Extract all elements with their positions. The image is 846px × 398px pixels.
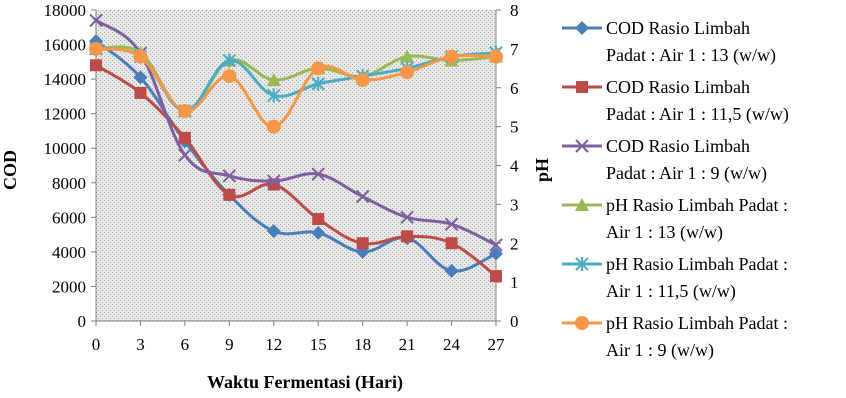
y-axis-title: COD bbox=[0, 150, 20, 190]
x-tick-label: 15 bbox=[309, 335, 327, 354]
y-tick-label: 2000 bbox=[52, 277, 86, 297]
square-marker bbox=[223, 189, 235, 201]
legend-entry bbox=[562, 77, 789, 125]
legend-label: COD Rasio Limbah bbox=[606, 18, 750, 38]
legend-entry bbox=[562, 313, 788, 361]
y-tick-label: 18000 bbox=[43, 1, 86, 20]
legend-label: Air 1 : 9 (w/w) bbox=[606, 340, 714, 360]
diamond-marker bbox=[575, 21, 589, 35]
x-axis-title: Waktu Fermentasi (Hari) bbox=[207, 372, 403, 392]
legend-label: pH Rasio Limbah Padat : bbox=[606, 313, 788, 333]
legend-entry bbox=[562, 254, 788, 302]
legend-label: Padat : Air 1 : 9 (w/w) bbox=[606, 163, 767, 183]
circle-marker bbox=[489, 50, 503, 64]
circle-marker bbox=[445, 50, 459, 64]
y-tick-label: 6000 bbox=[52, 208, 86, 228]
circle-marker bbox=[356, 73, 370, 87]
x-tick-label: 18 bbox=[354, 335, 372, 354]
square-marker bbox=[134, 87, 146, 99]
x-tick-label: 9 bbox=[225, 335, 234, 354]
y-tick-label: 14000 bbox=[43, 70, 86, 90]
circle-marker bbox=[311, 61, 325, 75]
circle-marker bbox=[89, 42, 103, 56]
y2-tick-label: 3 bbox=[510, 195, 519, 215]
square-marker bbox=[312, 213, 324, 225]
legend-label: COD Rasio Limbah bbox=[606, 136, 750, 156]
square-marker bbox=[179, 132, 191, 144]
y-tick-label: 0 bbox=[77, 312, 86, 331]
x-tick-label: 3 bbox=[136, 335, 145, 354]
y-tick-label: 8000 bbox=[52, 173, 86, 193]
plot-area bbox=[96, 10, 496, 321]
legend-label: COD Rasio Limbah bbox=[606, 77, 750, 97]
legend-label: Padat : Air 1 : 11,5 (w/w) bbox=[606, 104, 789, 124]
y-tick-label: 12000 bbox=[43, 104, 86, 124]
legend bbox=[562, 18, 789, 361]
x-tick-label: 24 bbox=[443, 335, 461, 354]
y2-tick-label: 8 bbox=[510, 1, 519, 20]
y2-tick-label: 5 bbox=[510, 117, 519, 137]
legend-label: Air 1 : 13 (w/w) bbox=[606, 222, 723, 242]
legend-label: Padat : Air 1 : 13 (w/w) bbox=[606, 45, 776, 65]
y2-tick-label: 0 bbox=[510, 312, 519, 331]
square-marker bbox=[401, 230, 413, 242]
square-marker bbox=[446, 237, 458, 249]
legend-label: Air 1 : 11,5 (w/w) bbox=[606, 281, 736, 301]
x-tick-label: 0 bbox=[91, 335, 101, 354]
x-tick-label: 12 bbox=[265, 335, 283, 354]
circle-marker bbox=[575, 316, 589, 330]
legend-label: pH Rasio Limbah Padat : bbox=[606, 195, 788, 215]
y-tick-label: 10000 bbox=[43, 139, 86, 159]
x-tick-label: 6 bbox=[180, 335, 190, 354]
legend-entry bbox=[562, 195, 788, 243]
legend-entry bbox=[562, 136, 767, 184]
circle-marker bbox=[267, 120, 281, 134]
y2-tick-label: 2 bbox=[510, 234, 519, 254]
circle-marker bbox=[222, 69, 236, 83]
square-marker bbox=[90, 59, 102, 71]
circle-marker bbox=[178, 104, 192, 118]
x-tick-label: 27 bbox=[487, 335, 505, 354]
y2-tick-label: 4 bbox=[510, 156, 519, 176]
square-marker bbox=[357, 237, 369, 249]
square-marker bbox=[490, 270, 502, 282]
y2-axis-title: pH bbox=[532, 157, 552, 183]
y2-tick-label: 6 bbox=[510, 78, 519, 98]
y-tick-label: 16000 bbox=[43, 35, 86, 55]
x-tick-label: 21 bbox=[398, 335, 416, 354]
y2-tick-label: 7 bbox=[510, 39, 519, 59]
square-marker bbox=[576, 81, 588, 93]
y-tick-label: 4000 bbox=[52, 242, 86, 262]
circle-marker bbox=[400, 65, 414, 79]
legend-entry bbox=[562, 18, 776, 66]
y2-tick-label: 1 bbox=[510, 273, 519, 293]
legend-label: pH Rasio Limbah Padat : bbox=[606, 254, 788, 274]
circle-marker bbox=[133, 50, 147, 64]
